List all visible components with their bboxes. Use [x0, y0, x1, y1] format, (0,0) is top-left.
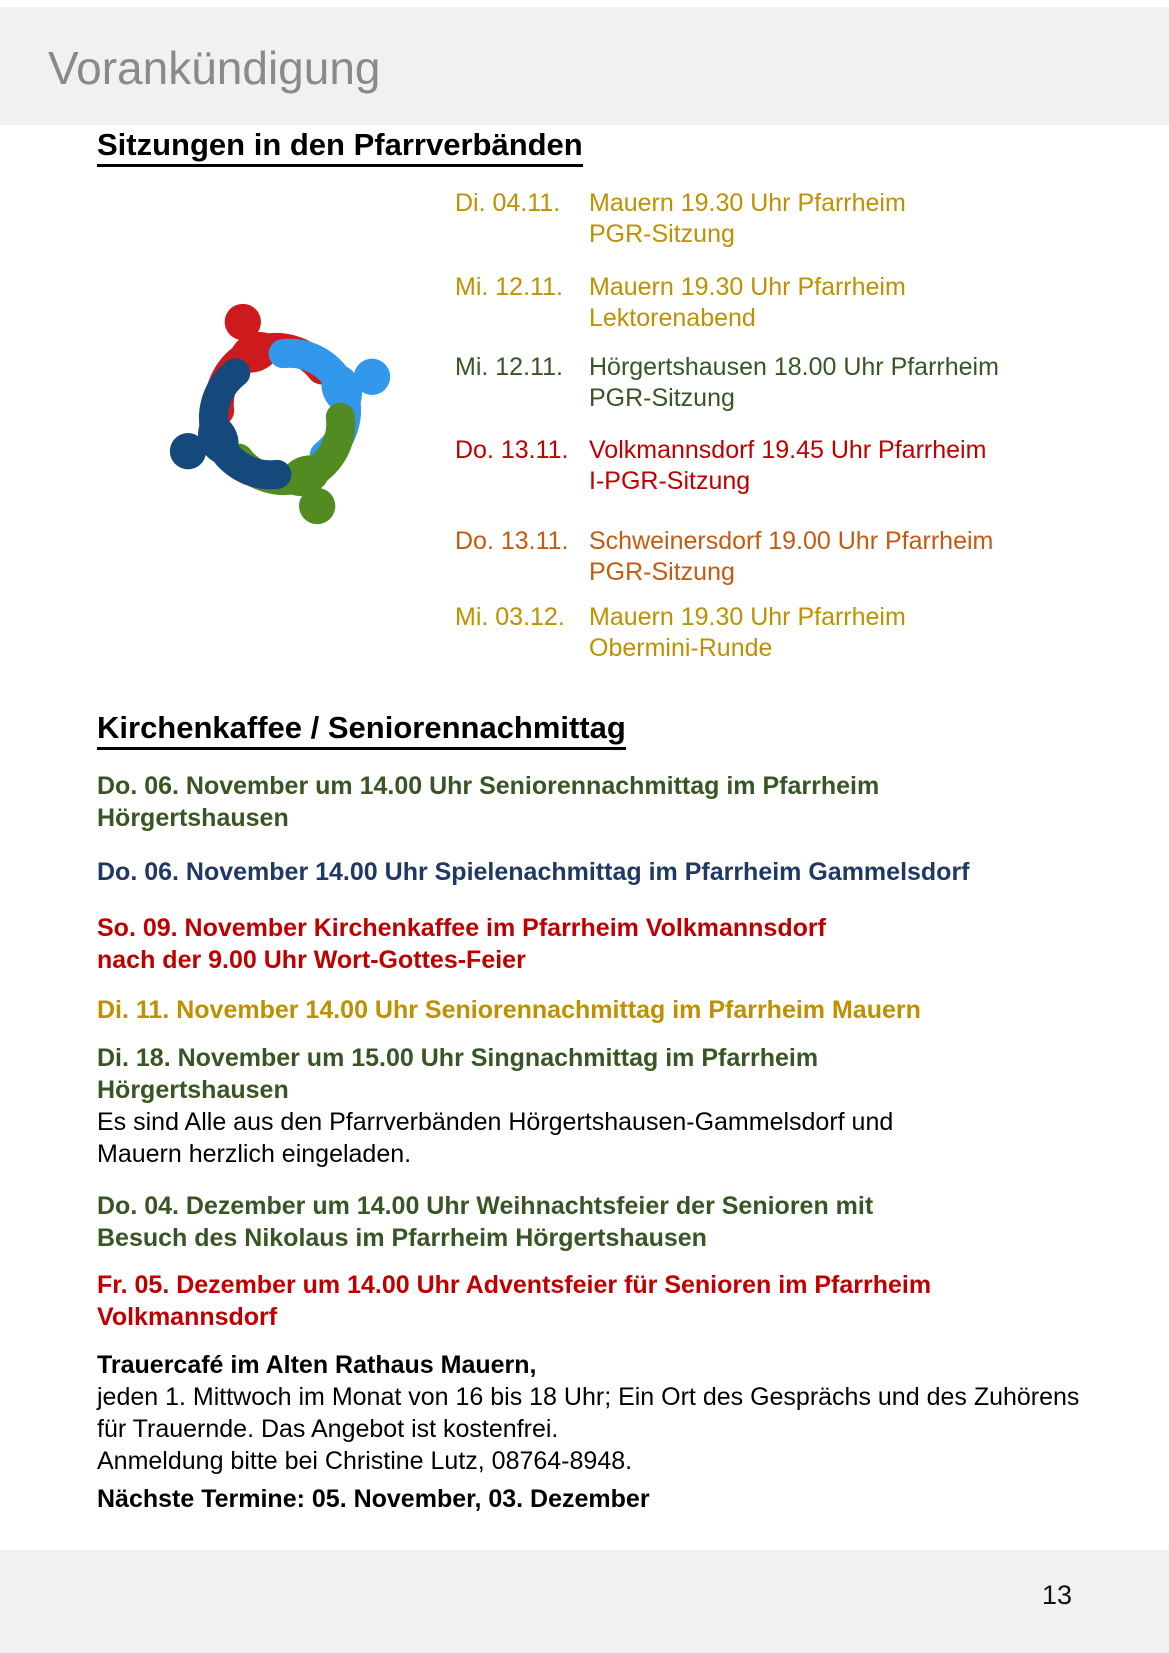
- section-heading-sitzungen: Sitzungen in den Pfarrverbänden: [97, 128, 583, 167]
- event-line: Hörgertshausen: [97, 804, 289, 832]
- meeting-line: Lektorenabend: [589, 304, 756, 332]
- trauercafe-line: jeden 1. Mittwoch im Monat von 16 bis 18 Uhr; Ein Ort des Gesprächs und des Zuhörens: [97, 1383, 1080, 1411]
- meeting-date: Do. 13.11.: [455, 527, 569, 555]
- meeting-line: PGR-Sitzung: [589, 384, 735, 412]
- event-line: Do. 06. November 14.00 Uhr Spielenachmittag im Pfarrheim Gammelsdorf: [97, 858, 970, 886]
- event-colored-part: [97, 1042, 1087, 1106]
- meeting-line: PGR-Sitzung: [589, 220, 735, 248]
- meeting-item: [455, 435, 1075, 497]
- event-line: So. 09. November Kirchenkaffee im Pfarrheim Volkmannsdorf: [97, 914, 826, 942]
- meeting-item: [455, 188, 1075, 250]
- meeting-date: Di. 04.11.: [455, 189, 561, 217]
- event-paragraph: [97, 770, 1087, 834]
- page-number: 13: [1041, 1580, 1072, 1610]
- meeting-description: [589, 435, 1075, 497]
- meeting-description: [589, 272, 1075, 334]
- trauercafe-title: Trauercafé im Alten Rathaus Mauern,: [97, 1351, 537, 1379]
- meeting-description: [589, 352, 1075, 414]
- meeting-line: Volkmannsdorf 19.45 Uhr Pfarrheim: [589, 436, 987, 464]
- event-line: nach der 9.00 Uhr Wort-Gottes-Feier: [97, 946, 526, 974]
- event-paragraph: [97, 1269, 1087, 1333]
- trauercafe-line: für Trauernde. Das Angebot ist kostenfrei.: [97, 1415, 559, 1443]
- meeting-date: Mi. 03.12.: [455, 603, 565, 631]
- event-line: Di. 18. November um 15.00 Uhr Singnachmittag im Pfarrheim: [97, 1044, 819, 1072]
- meeting-item: [455, 526, 1075, 588]
- event-line: Fr. 05. Dezember um 14.00 Uhr Adventsfeier für Senioren im Pfarrheim: [97, 1271, 932, 1299]
- meeting-date: Mi. 12.11.: [455, 353, 563, 381]
- event-note-line: Es sind Alle aus den Pfarrverbänden Hörgertshausen-Gammelsdorf und: [97, 1108, 894, 1136]
- meeting-description: [589, 526, 1075, 588]
- meeting-line: I-PGR-Sitzung: [589, 467, 751, 495]
- meeting-line: Schweinersdorf 19.00 Uhr Pfarrheim: [589, 527, 994, 555]
- meeting-line: Mauern 19.30 Uhr Pfarrheim: [589, 273, 906, 301]
- event-paragraph: [97, 912, 1087, 976]
- meeting-description: [589, 188, 1075, 250]
- event-note-line: Mauern herzlich eingeladen.: [97, 1140, 412, 1168]
- meeting-item: [455, 602, 1075, 664]
- meeting-date: Do. 13.11.: [455, 436, 569, 464]
- trauercafe-line: Anmeldung bitte bei Christine Lutz, 08764-8948.: [97, 1447, 633, 1475]
- meeting-line: Obermini-Runde: [589, 634, 773, 662]
- trauercafe-paragraph: [97, 1349, 1087, 1477]
- meeting-line: PGR-Sitzung: [589, 558, 735, 586]
- event-line: Hörgertshausen: [97, 1076, 289, 1104]
- event-paragraph: [97, 1190, 1087, 1254]
- page-banner-title: Vorankündigung: [48, 42, 381, 94]
- meeting-line: Mauern 19.30 Uhr Pfarrheim: [589, 603, 906, 631]
- event-line: Do. 04. Dezember um 14.00 Uhr Weihnachtsfeier der Senioren mit: [97, 1192, 874, 1220]
- event-paragraph: [97, 994, 1087, 1026]
- event-note: [97, 1106, 1087, 1170]
- footer-band: [0, 1550, 1169, 1653]
- event-line: Di. 11. November 14.00 Uhr Seniorennachmittag im Pfarrheim Mauern: [97, 996, 921, 1024]
- meeting-item: [455, 272, 1075, 334]
- section-heading-kirchenkaffee: Kirchenkaffee / Seniorennachmittag: [97, 711, 626, 750]
- event-line: Besuch des Nikolaus im Pfarrheim Hörgertshausen: [97, 1224, 707, 1252]
- meeting-line: Hörgertshausen 18.00 Uhr Pfarrheim: [589, 353, 999, 381]
- next-dates: Nächste Termine: 05. November, 03. Dezember: [97, 1485, 650, 1513]
- meeting-description: [589, 602, 1075, 664]
- event-line: Volkmannsdorf: [97, 1303, 278, 1331]
- event-paragraph: [97, 856, 1087, 888]
- meeting-line: Mauern 19.30 Uhr Pfarrheim: [589, 189, 906, 217]
- event-line: Do. 06. November um 14.00 Uhr Seniorennachmittag im Pfarrheim: [97, 772, 880, 800]
- meeting-item: [455, 352, 1075, 414]
- meeting-date: Mi. 12.11.: [455, 273, 563, 301]
- community-circle-logo: [158, 293, 402, 535]
- event-paragraph: [97, 1042, 1087, 1170]
